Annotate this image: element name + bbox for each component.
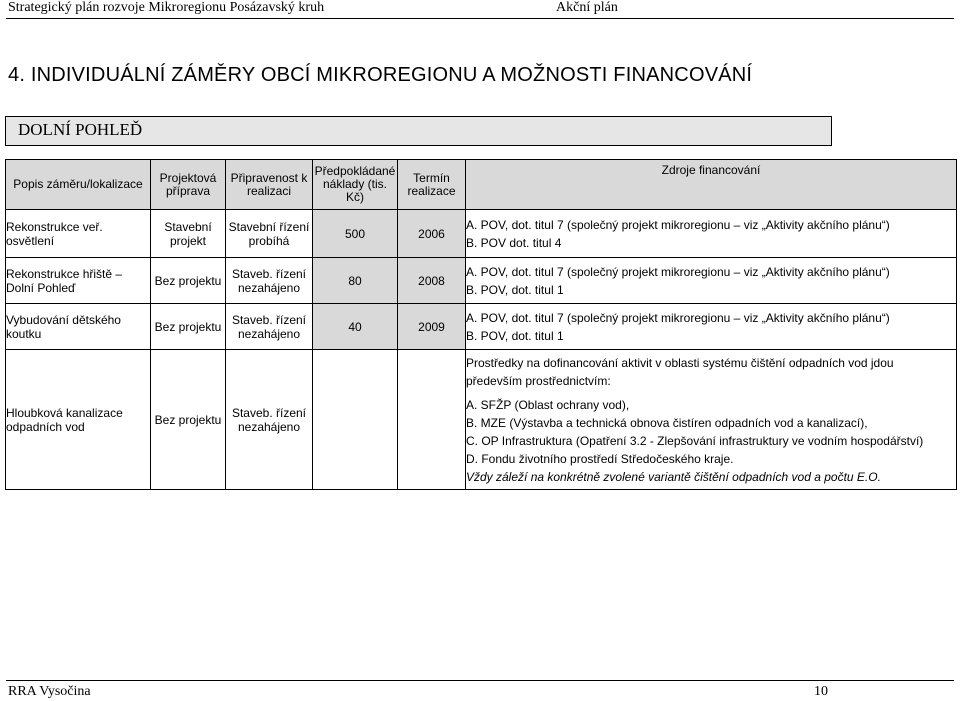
section-title: DOLNÍ POHLEĎ [18, 120, 143, 139]
source-line: C. OP Infrastruktura (Opatření 3.2 - Zlepšování infrastruktury ve vodním hospodářství) [466, 433, 924, 448]
cell-priprava: Bez projektu [151, 350, 226, 490]
cell-pripravenost: Staveb. řízení nezahájeno [226, 258, 313, 304]
table-row [6, 304, 957, 350]
cell-naklady [313, 350, 398, 490]
source-line: A. POV, dot. titul 7 (společný projekt mikroregionu – viz „Aktivity akčního plánu“) [466, 217, 890, 232]
cell-termin [398, 350, 466, 490]
col-header-pripravenost: Připravenost k realizaci [226, 160, 313, 210]
header-document-title: Strategický plán rozvoje Mikroregionu Posázavský kruh [8, 0, 325, 15]
source-intro-line: Prostředky na dofinancování aktivit v oblasti systému čištění odpadních vod jdou [466, 355, 894, 370]
cell-pripravenost: Staveb. řízení nezahájeno [226, 304, 313, 350]
source-line: B. POV dot. titul 4 [466, 235, 562, 250]
cell-termin: 2009 [398, 304, 466, 350]
source-note: Vždy záleží na konkrétně zvolené variantě čištění odpadních vod a počtu E.O. [466, 469, 881, 484]
cell-termin: 2008 [398, 258, 466, 304]
source-line: B. MZE (Výstavba a technická obnova čistíren odpadních vod a kanalizací), [466, 415, 868, 430]
col-header-termin: Termín realizace [398, 160, 466, 210]
section-banner [5, 116, 832, 146]
source-line: A. SFŽP (Oblast ochrany vod), [466, 397, 630, 412]
cell-zdroje [466, 350, 957, 490]
cell-priprava: Bez projektu [151, 258, 226, 304]
cell-zdroje [466, 258, 957, 304]
header-section-name: Akční plán [556, 0, 618, 15]
cell-naklady: 40 [313, 304, 398, 350]
header-divider [6, 18, 954, 19]
source-line: D. Fondu životního prostředí Středočeského kraje. [466, 451, 734, 466]
cell-pripravenost: Stavební řízení probíhá [226, 210, 313, 258]
footer-divider [6, 680, 954, 681]
source-line: A. POV, dot. titul 7 (společný projekt mikroregionu – viz „Aktivity akčního plánu“) [466, 264, 890, 279]
cell-priprava: Bez projektu [151, 304, 226, 350]
col-header-priprava: Projektová příprava [151, 160, 226, 210]
cell-pripravenost: Staveb. řízení nezahájeno [226, 350, 313, 490]
page-title: 4. INDIVIDUÁLNÍ ZÁMĚRY OBCÍ MIKROREGIONU A MOŽNOSTI FINANCOVÁNÍ [8, 64, 753, 86]
cell-popis: Rekonstrukce hřiště – Dolní Pohleď [6, 258, 151, 304]
source-intro-line: především prostřednictvím: [466, 373, 611, 388]
cell-naklady: 500 [313, 210, 398, 258]
source-line: B. POV, dot. titul 1 [466, 328, 564, 343]
cell-naklady: 80 [313, 258, 398, 304]
cell-zdroje [466, 304, 957, 350]
cell-termin: 2006 [398, 210, 466, 258]
cell-zdroje [466, 210, 957, 258]
table-row [6, 258, 957, 304]
col-header-zdroje: Zdroje financování [466, 160, 957, 210]
col-header-naklady: Předpokládané náklady (tis. Kč) [313, 160, 398, 210]
projects-table [5, 159, 957, 490]
cell-priprava: Stavební projekt [151, 210, 226, 258]
table-row [6, 210, 957, 258]
source-line: B. POV, dot. titul 1 [466, 282, 564, 297]
cell-popis: Hloubková kanalizace odpadních vod [6, 350, 151, 490]
footer-organization: RRA Vysočina [8, 684, 91, 699]
source-line: A. POV, dot. titul 7 (společný projekt mikroregionu – viz „Aktivity akčního plánu“) [466, 310, 890, 325]
col-header-popis: Popis záměru/lokalizace [6, 160, 151, 210]
table-header-row [6, 160, 957, 210]
page-number: 10 [814, 684, 828, 699]
cell-popis: Vybudování dětského koutku [6, 304, 151, 350]
table-row [6, 350, 957, 490]
cell-popis: Rekonstrukce veř. osvětlení [6, 210, 151, 258]
